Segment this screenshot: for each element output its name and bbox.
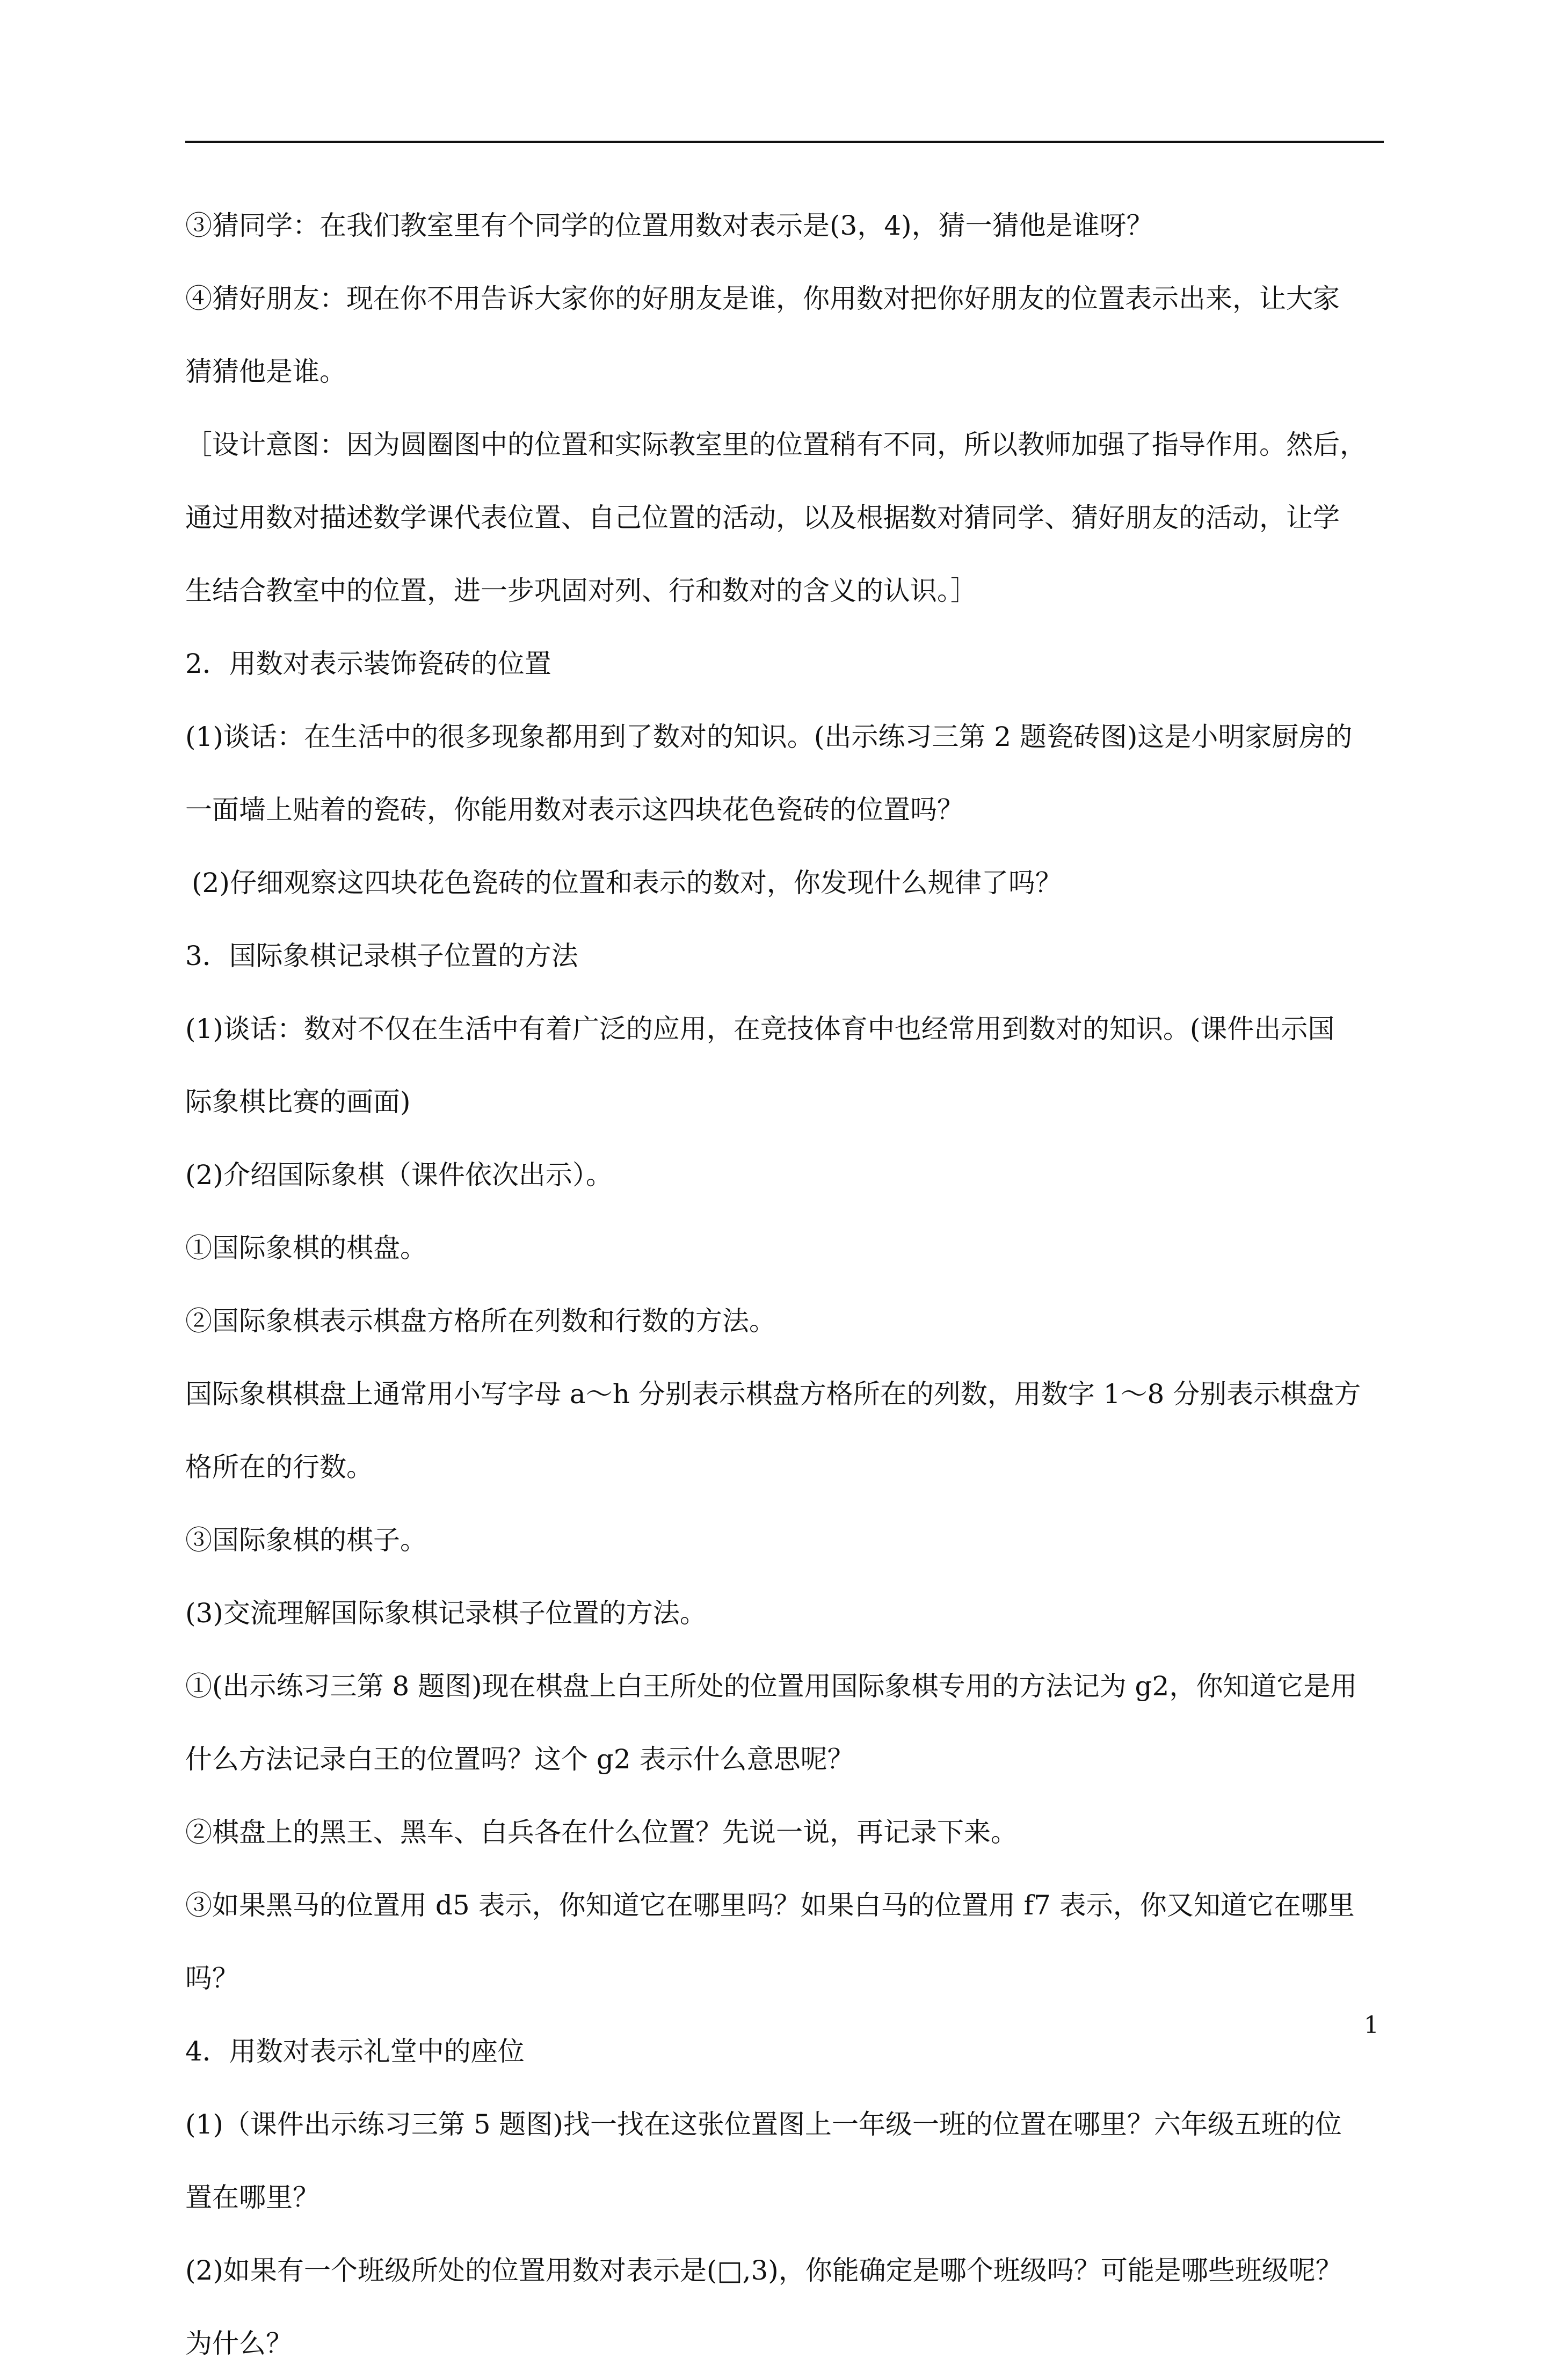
paragraph-line: 生结合教室中的位置，进一步巩固对列、行和数对的含义的认识。］	[185, 575, 977, 606]
paragraph-line: 什么方法记录白王的位置吗？这个 g2 表示什么意思呢？	[185, 1744, 854, 1775]
paragraph-line: 通过用数对描述数学课代表位置、自己位置的活动，以及根据数对猜同学、猜好朋友的活动，让学	[185, 502, 1340, 533]
paragraph-line: ［设计意图：因为圆圈图中的位置和实际教室里的位置稍有不同，所以教师加强了指导作用。然后，	[185, 429, 1367, 460]
paragraph-line: (3)交流理解国际象棋记录棋子位置的方法。	[185, 1598, 707, 1629]
header-rule	[185, 141, 1384, 143]
page-number: 1	[1364, 2012, 1379, 2039]
paragraph-line: 国际象棋棋盘上通常用小写字母 a～h 分别表示棋盘方格所在的列数，用数字 1～8 分别表示棋盘方	[185, 1378, 1361, 1410]
paragraph-line: 吗？	[185, 1963, 239, 1994]
paragraph-line: (1)谈话：数对不仅在生活中有着广泛的应用，在竞技体育中也经常用到数对的知识。(课件出示国	[185, 1013, 1335, 1044]
paragraph-line: 格所在的行数。	[185, 1452, 373, 1483]
paragraph-line: 猜猜他是谁。	[185, 356, 346, 387]
paragraph-line: 一面墙上贴着的瓷砖，你能用数对表示这四块花色瓷砖的位置吗？	[185, 794, 964, 825]
paragraph-line: (2)如果有一个班级所处的位置用数对表示是(□,3)，你能确定是哪个班级吗？可能是哪些班级呢？	[185, 2255, 1342, 2286]
paragraph-line: ②棋盘上的黑王、黑车、白兵各在什么位置？先说一说，再记录下来。	[185, 1817, 1018, 1848]
document-body	[185, 189, 1384, 2380]
paragraph-line: ③国际象棋的棋子。	[185, 1525, 427, 1556]
paragraph-line: 际象棋比赛的画面)	[185, 1086, 411, 1118]
paragraph-line: 置在哪里？	[185, 2182, 319, 2213]
section-heading: 3．国际象棋记录棋子位置的方法	[185, 940, 578, 971]
paragraph-line: ①(出示练习三第 8 题图)现在棋盘上白王所处的位置用国际象棋专用的方法记为 g2，你知道它是用	[185, 1671, 1357, 1702]
section-heading: 2．用数对表示装饰瓷砖的位置	[185, 648, 551, 679]
paragraph-line: (1)（课件出示练习三第 5 题图)找一找在这张位置图上一年级一班的位置在哪里？六年级五班的位	[185, 2109, 1342, 2140]
section-heading: 4．用数对表示礼堂中的座位	[185, 2036, 525, 2067]
paragraph-line: ②国际象棋表示棋盘方格所在列数和行数的方法。	[185, 1305, 776, 1337]
paragraph-line: ③猜同学：在我们教室里有个同学的位置用数对表示是(3，4)，猜一猜他是谁呀？	[185, 210, 1153, 241]
paragraph-line: 为什么？	[185, 2328, 293, 2359]
paragraph-line: ③如果黑马的位置用 d5 表示，你知道它在哪里吗？如果白马的位置用 f7 表示，你又知道它在哪里	[185, 1890, 1355, 1921]
paragraph-line: (1)谈话：在生活中的很多现象都用到了数对的知识。(出示练习三第 2 题瓷砖图)这是小明家厨房的	[185, 721, 1353, 752]
paragraph-line: ①国际象棋的棋盘。	[185, 1232, 427, 1264]
paragraph-line: (2)介绍国际象棋（课件依次出示）。	[185, 1159, 613, 1191]
paragraph-line: (2)仔细观察这四块花色瓷砖的位置和表示的数对，你发现什么规律了吗？	[192, 867, 1062, 898]
paragraph-line: ④猜好朋友：现在你不用告诉大家你的好朋友是谁，你用数对把你好朋友的位置表示出来，让大家	[185, 283, 1340, 314]
